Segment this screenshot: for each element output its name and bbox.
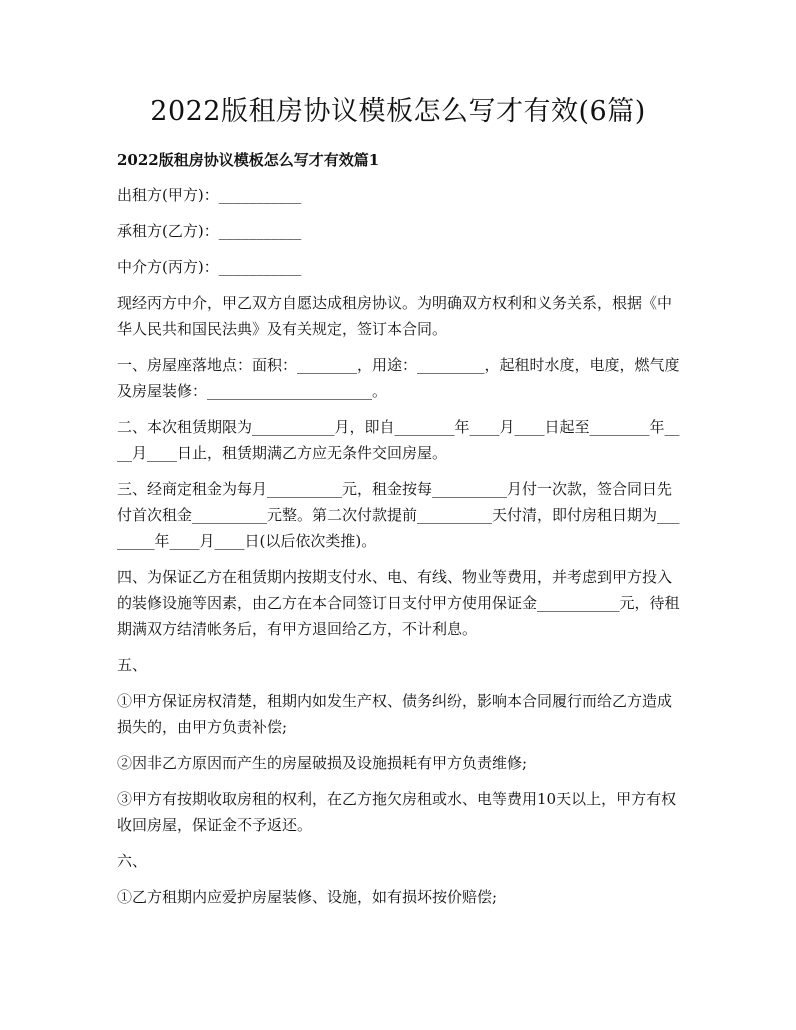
clause-1: 一、房屋座落地点：面积：________，用途：_________，起租时水度，电度，燃气度及房屋装修：______________________。 <box>117 356 680 400</box>
document-title: 2022版租房协议模板怎么写才有效(6篇) <box>150 96 646 127</box>
section-title: 2022版租房协议模板怎么写才有效篇1 <box>117 151 380 169</box>
clause-3: 三、经商定租金为每月__________元，租金按每__________月付一次款，签合同日先付首次租金__________元整。第二次付款提前__________天付清，即付房租日期为________年____月____日(以后依次类推)。 <box>117 480 680 550</box>
document-body <box>117 146 683 920</box>
clause-6-heading: 六、 <box>117 852 148 870</box>
party-c-line: 中介方(丙方)：___________ <box>117 258 302 276</box>
clause-5-item-1: ①甲方保证房权清楚，租期内如发生产权、债务纠纷，影响本合同履行而给乙方造成损失的，由甲方负责补偿; <box>117 692 673 736</box>
clause-5-item-2: ②因非乙方原因而产生的房屋破损及设施损耗有甲方负责维修; <box>117 754 528 772</box>
clause-6-item-1: ①乙方租期内应爱护房屋装修、设施，如有损坏按价赔偿; <box>117 888 498 906</box>
party-a-line: 出租方(甲方)：___________ <box>117 186 302 204</box>
intro-paragraph: 现经丙方中介，甲乙双方自愿达成租房协议。为明确双方权利和义务关系，根据《中华人民共和国民法典》及有关规定，签订本合同。 <box>117 294 673 338</box>
party-b-line: 承租方(乙方)：___________ <box>117 222 302 240</box>
clause-4: 四、为保证乙方在租赁期内按期支付水、电、有线、物业等费用，并考虑到甲方投入的装修设施等因素，由乙方在本合同签订日支付甲方使用保证金___________元，待租期满双方结清帐务后，有甲方退回给乙方，不计利息。 <box>117 568 680 638</box>
clause-5-item-3: ③甲方有按期收取房租的权利，在乙方拖欠房租或水、电等费用10天以上，甲方有权收回房屋，保证金不予返还。 <box>117 790 677 834</box>
clause-5-heading: 五、 <box>117 656 148 674</box>
clause-2: 二、本次租赁期限为___________月，即自________年____月____日起至________年____月____日止，租赁期满乙方应无条件交回房屋。 <box>117 418 680 462</box>
